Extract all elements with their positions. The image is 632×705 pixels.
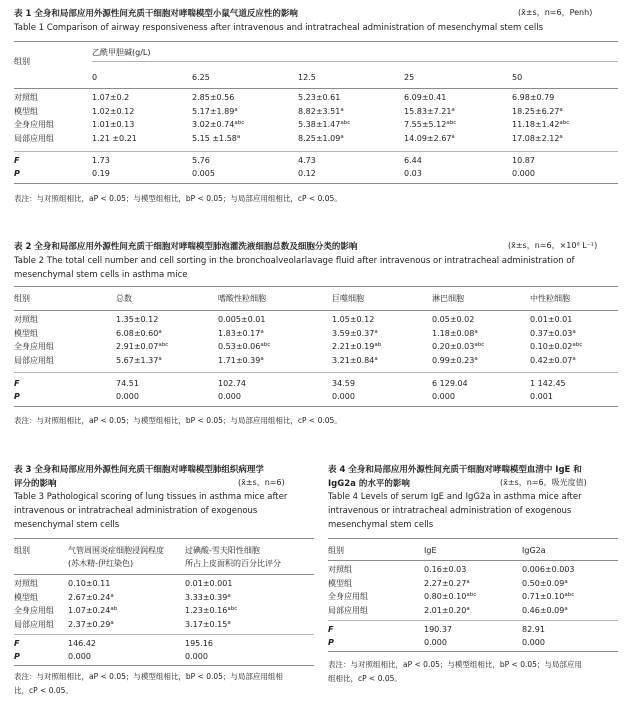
- significance-mark: ab: [374, 342, 382, 348]
- p-value: 0.000: [68, 652, 91, 661]
- cell-value: 5.23±0.61: [298, 93, 341, 102]
- significance-mark: abc: [572, 342, 583, 348]
- cell-value: 3.17±0.15: [185, 619, 228, 629]
- significance-mark: abc: [564, 592, 575, 598]
- data-cell: [332, 341, 381, 352]
- significance-mark: a: [374, 355, 378, 362]
- table-1-col-header: 12.5: [298, 73, 316, 82]
- significance-mark: abc: [340, 120, 351, 126]
- significance-mark: a: [559, 106, 563, 113]
- table-2-title-cn: 表 2 全身和局部应用外源性间充质干细胞对哮喘模型肺泡灌洗液细胞总数及细胞分类的影响: [14, 242, 358, 252]
- table-3-p-label: P: [14, 652, 20, 661]
- cell-value: 2.37±0.29: [68, 619, 111, 629]
- table-4-title-en-line2: intravenous or intratracheal administration of exogenous: [328, 506, 572, 516]
- cell-value: 0.80±0.10: [424, 592, 467, 601]
- significance-mark: a: [227, 619, 231, 626]
- f-value: 6 129.04: [432, 379, 468, 388]
- cell-value: 0.01±0.01: [530, 315, 573, 324]
- significance-mark: abc: [466, 592, 477, 598]
- cell-value: 3.33±0.39: [185, 592, 228, 602]
- data-cell: [92, 92, 129, 103]
- table-4-f-label: F: [328, 625, 334, 634]
- data-cell: [424, 605, 470, 616]
- table-1-title-en: Table 1 Comparison of airway responsiveness after intravenous and intratracheal administration of mesenchymal stem cells: [14, 23, 544, 33]
- data-cell: [68, 619, 114, 630]
- data-cell: [522, 605, 568, 616]
- table-1-bottom-rule: [14, 183, 618, 184]
- table-3-col1-header-line1: 气管周围炎症细胞浸润程度: [68, 546, 164, 555]
- data-cell: [512, 92, 554, 103]
- row-label: 全身应用组: [14, 120, 54, 129]
- cell-value: 1.07±0.2: [92, 93, 130, 102]
- table-4-top-rule: [328, 538, 618, 539]
- table-1-header-group: 组别: [14, 57, 30, 66]
- p-value: 0.000: [218, 392, 241, 401]
- col-header: 中性粒细胞: [530, 294, 570, 303]
- p-value: 0.19: [92, 169, 110, 178]
- cell-value: 6.98±0.79: [512, 93, 555, 102]
- col-header: 淋巴细胞: [432, 294, 464, 303]
- significance-mark: a: [451, 106, 455, 113]
- cell-value: 18.25±6.27: [512, 106, 560, 116]
- data-cell: [404, 92, 446, 103]
- table-2-title-en-line1: Table 2 The total cell number and cell sorting in the bronchoalveolarlavage fluid after intravenous or intratracheal administration of: [14, 256, 575, 266]
- significance-mark: a: [564, 578, 568, 585]
- table-4-note-text: 表注：与对照组相比，aP < 0.05；与模型组相比，bP < 0.05；与局部应用: [328, 660, 582, 669]
- cell-value: 5.38±1.47: [298, 120, 341, 129]
- data-cell: [92, 106, 134, 117]
- table-3-stat-rule: [14, 634, 314, 635]
- p-value: 0.000: [424, 638, 447, 647]
- col-header: 巨噬细胞: [332, 294, 364, 303]
- significance-mark: abc: [260, 342, 271, 348]
- cell-value: 11.18±1.42: [512, 120, 560, 129]
- table-4-note-line1: [328, 659, 582, 670]
- data-cell: [512, 133, 563, 144]
- col-header: IgE: [424, 546, 437, 555]
- cell-value: 0.71±0.10: [522, 592, 565, 601]
- cell-value: 0.53±0.06: [218, 342, 261, 351]
- table-1-col-header: 25: [404, 73, 415, 82]
- cell-value: 3.59±0.37: [332, 328, 375, 338]
- data-cell: [424, 578, 470, 589]
- significance-mark: a: [572, 328, 576, 335]
- table-3-title-en-line2: intravenous or intratracheal administration of exogenous: [14, 506, 258, 516]
- data-cell: [512, 106, 563, 117]
- p-value: 0.12: [298, 169, 316, 178]
- significance-mark: a: [110, 592, 114, 599]
- table-1-col-header: 0: [92, 73, 98, 82]
- data-cell: [424, 564, 466, 575]
- p-value: 0.000: [512, 169, 535, 178]
- cell-value: 6.09±0.41: [404, 93, 447, 102]
- f-value: 195.16: [185, 639, 213, 648]
- table-3-title-en-line3: mesenchymal stem cells: [14, 520, 120, 530]
- data-cell: [432, 341, 484, 352]
- data-cell: [522, 591, 574, 602]
- p-value: 0.000: [332, 392, 355, 401]
- table-3-header-group: 组别: [14, 546, 30, 555]
- f-value: 82.91: [522, 625, 545, 634]
- table-3-title-cn-line2: 评分的影响: [14, 479, 57, 489]
- table-1-col-header: 50: [512, 73, 523, 82]
- table-3-top-rule: [14, 538, 314, 539]
- cell-value: 8.82±3.51: [298, 106, 341, 116]
- significance-mark: a: [559, 133, 563, 140]
- table-2-note-text: 表注：与对照组相比，aP < 0.05；与模型组相比，bP < 0.05；与局部应用组相比，cP < 0.05。: [14, 416, 342, 425]
- significance-mark: a: [260, 355, 264, 362]
- cell-value: 0.10±0.11: [68, 579, 111, 588]
- row-label: 对照组: [14, 93, 38, 102]
- table-2-title-en-line2: mesenchymal stem cells in asthma mice: [14, 270, 188, 280]
- data-cell: [298, 106, 344, 117]
- table-4-stat-rule: [328, 620, 618, 621]
- cell-value: 2.91±0.07: [116, 342, 159, 351]
- row-label: 模型组: [328, 578, 352, 588]
- cell-value: 1.35±0.12: [116, 315, 159, 324]
- cell-value: 5.67±1.37: [116, 355, 159, 365]
- cell-value: 3.21±0.84: [332, 355, 375, 365]
- data-cell: [92, 119, 134, 130]
- data-cell: [522, 564, 575, 575]
- data-cell: [530, 328, 576, 339]
- data-cell: [92, 133, 137, 144]
- data-cell: [432, 328, 478, 339]
- col-header: 嗜酸性粒细胞: [218, 294, 266, 303]
- table-1-top-rule: [14, 41, 618, 42]
- data-cell: [404, 106, 455, 117]
- row-label: 模型组: [14, 592, 38, 602]
- cell-value: 7.55±5.12: [404, 120, 447, 129]
- table-2-bottom-rule: [14, 406, 618, 407]
- table-3-note-text: 比，cP < 0.05。: [14, 686, 73, 695]
- cell-value: 0.42±0.07: [530, 355, 573, 365]
- data-cell: [68, 578, 110, 589]
- data-cell: [68, 605, 117, 616]
- data-cell: [424, 591, 476, 602]
- table-3-col1-header-line2: (苏木精-伊红染色): [68, 559, 134, 568]
- cell-value: 1.05±0.12: [332, 315, 375, 324]
- f-value: 6.44: [404, 156, 422, 165]
- significance-mark: a: [158, 355, 162, 362]
- row-label: 对照组: [328, 565, 352, 574]
- data-cell: [522, 578, 568, 589]
- significance-mark: a: [374, 328, 378, 335]
- data-cell: [298, 133, 344, 144]
- table-3-title-cn-line1: 表 3 全身和局部应用外源性间充质干细胞对哮喘模型肺组织病理学: [14, 465, 264, 475]
- cell-value: 1.23±0.16: [185, 606, 228, 615]
- significance-mark: abc: [474, 342, 485, 348]
- cell-value: 0.05±0.02: [432, 315, 475, 324]
- cell-value: 1.18±0.08: [432, 328, 475, 338]
- table-1-note: [14, 193, 342, 204]
- f-value: 5.76: [192, 156, 210, 165]
- significance-mark: a: [451, 133, 455, 140]
- data-cell: [116, 328, 162, 339]
- significance-mark: a: [227, 592, 231, 599]
- significance-mark: a: [564, 605, 568, 612]
- col-header: 组别: [14, 294, 30, 303]
- significance-mark: a: [110, 619, 114, 626]
- cell-value: 2.27±0.27: [424, 578, 467, 588]
- col-header: IgG2a: [522, 546, 546, 555]
- data-cell: [192, 133, 240, 144]
- row-label: 局部应用组: [14, 619, 54, 629]
- significance-mark: a: [474, 328, 478, 335]
- row-label: 全身应用组: [14, 606, 54, 615]
- table-3-note-line1: [14, 671, 283, 682]
- significance-mark: ab: [110, 606, 118, 612]
- p-value: 0.001: [530, 392, 553, 401]
- table-4-bottom-rule: [328, 651, 618, 652]
- data-cell: [192, 106, 238, 117]
- table-1-header-span: 乙酰甲胆碱(g/L): [92, 48, 151, 57]
- data-cell: [192, 92, 234, 103]
- cell-value: 1.07±0.24: [68, 606, 111, 615]
- table-4-note-line2: [328, 673, 402, 684]
- data-cell: [218, 341, 270, 352]
- significance-mark: a: [158, 328, 162, 335]
- table-1-p-label: P: [14, 169, 20, 178]
- data-cell: [68, 592, 114, 603]
- cell-value: 0.37±0.03: [530, 328, 573, 338]
- significance-mark: a: [234, 106, 238, 113]
- cell-value: 6.08±0.60: [116, 328, 159, 338]
- table-2-stat-rule: [14, 372, 618, 373]
- p-value: 0.000: [185, 652, 208, 661]
- cell-value: 0.005±0.01: [218, 315, 266, 324]
- cell-value: 17.08±2.12: [512, 133, 560, 143]
- data-cell: [116, 355, 162, 366]
- table-2-note: [14, 415, 342, 426]
- table-2-p-label: P: [14, 392, 20, 401]
- data-cell: [185, 578, 232, 589]
- table-2-top-rule: [14, 286, 618, 287]
- table-3-col2-header-line1: 过碘酸-雪夫阳性细胞: [185, 546, 260, 555]
- table-4-title-cn-line1: 表 4 全身和局部应用外源性间充质干细胞对哮喘模型血清中 IgE 和: [328, 465, 582, 475]
- table-1-stat-rule: [14, 151, 618, 152]
- table-3-title-en-line1: Table 3 Pathological scoring of lung tissues in asthma mice after: [14, 492, 288, 502]
- significance-mark: a: [340, 106, 344, 113]
- p-value: 0.000: [116, 392, 139, 401]
- data-cell: [332, 328, 378, 339]
- f-value: 10.87: [512, 156, 535, 165]
- cell-value: 0.20±0.03: [432, 342, 475, 351]
- cell-value: 0.01±0.001: [185, 579, 233, 588]
- data-cell: [530, 341, 582, 352]
- data-cell: [530, 314, 572, 325]
- cell-value: 1.21 ±0.21: [92, 133, 137, 143]
- significance-mark: a: [474, 355, 478, 362]
- table-4-title-en-line3: mesenchymal stem cells: [328, 520, 434, 530]
- col-header: 组别: [328, 546, 344, 555]
- table-3-note-line2: [14, 685, 73, 696]
- significance-mark: a: [340, 133, 344, 140]
- table-1-f-label: F: [14, 156, 20, 165]
- f-value: 4.73: [298, 156, 316, 165]
- table-1-note-text: 表注：与对照组相比，aP < 0.05；与模型组相比，bP < 0.05；与局部应用组相比，cP < 0.05。: [14, 194, 342, 203]
- cell-value: 3.02±0.74: [192, 120, 235, 129]
- data-cell: [185, 592, 231, 603]
- significance-mark: a: [236, 133, 241, 140]
- significance-mark: a: [260, 328, 264, 335]
- cell-value: 5.17±1.89: [192, 106, 235, 116]
- p-value: 0.005: [192, 169, 215, 178]
- table-2-meta: (x̄±s，n=6，×10⁸ L⁻¹): [508, 241, 598, 250]
- table-2-f-label: F: [14, 379, 20, 388]
- table-4-meta: (x̄±s，n=6，吸光度值): [500, 478, 587, 487]
- significance-mark: a: [466, 605, 470, 612]
- table-4-title-en-line1: Table 4 Levels of serum IgE and IgG2a in asthma mice after: [328, 492, 582, 502]
- cell-value: 14.09±2.67: [404, 133, 452, 143]
- data-cell: [192, 119, 244, 130]
- row-label: 模型组: [14, 328, 38, 338]
- cell-value: 2.01±0.20: [424, 605, 467, 615]
- cell-value: 15.83±7.21: [404, 106, 452, 116]
- row-label: 局部应用组: [328, 605, 368, 615]
- table-1-title-cn: 表 1 全身和局部应用外源性间充质干细胞对哮喘模型小鼠气道反应性的影响: [14, 9, 298, 19]
- p-value: 0.000: [522, 638, 545, 647]
- data-cell: [218, 355, 264, 366]
- table-4-note-text: 组相比，cP < 0.05。: [328, 674, 402, 683]
- cell-value: 0.006±0.003: [522, 565, 575, 574]
- col-header: 总数: [116, 294, 132, 303]
- significance-mark: abc: [446, 120, 457, 126]
- p-value: 0.000: [432, 392, 455, 401]
- cell-value: 2.67±0.24: [68, 592, 111, 602]
- row-label: 对照组: [14, 579, 38, 588]
- significance-mark: a: [572, 355, 576, 362]
- data-cell: [218, 314, 265, 325]
- cell-value: 1.01±0.13: [92, 120, 135, 129]
- f-value: 74.51: [116, 379, 139, 388]
- cell-value: 0.50±0.09: [522, 578, 565, 588]
- data-cell: [432, 314, 474, 325]
- significance-mark: abc: [158, 342, 169, 348]
- data-cell: [116, 314, 158, 325]
- f-value: 190.37: [424, 625, 452, 634]
- significance-mark: a: [466, 578, 470, 585]
- cell-value: 0.16±0.03: [424, 565, 467, 574]
- data-cell: [530, 355, 576, 366]
- data-cell: [185, 619, 231, 630]
- data-cell: [298, 92, 340, 103]
- cell-value: 5.15 ±1.58: [192, 133, 237, 143]
- cell-value: 1.71±0.39: [218, 355, 261, 365]
- table-3-note-text: 表注：与对照组相比，aP < 0.05；与模型组相比，bP < 0.05；与局部应用组相: [14, 672, 283, 681]
- table-3-meta: (x̄±s，n=6): [238, 478, 285, 487]
- row-label: 局部应用组: [14, 355, 54, 365]
- data-cell: [218, 328, 264, 339]
- cell-value: 1.83±0.17: [218, 328, 261, 338]
- table-1-meta: (x̄±s，n=6，Penh): [518, 8, 593, 17]
- data-cell: [298, 119, 350, 130]
- table-4-header-rule: [328, 560, 618, 561]
- cell-value: 2.85±0.56: [192, 93, 235, 102]
- table-3-header-rule: [14, 574, 314, 575]
- cell-value: 8.25±1.09: [298, 133, 341, 143]
- cell-value: 0.99±0.23: [432, 355, 475, 365]
- table-3-bottom-rule: [14, 665, 314, 666]
- f-value: 34.59: [332, 379, 355, 388]
- cell-value: 2.21±0.19: [332, 342, 375, 351]
- significance-mark: abc: [227, 606, 238, 612]
- table-2-header-rule: [14, 310, 618, 311]
- table-1-col-header: 6.25: [192, 73, 210, 82]
- table-1-header-rule: [14, 88, 618, 89]
- row-label: 对照组: [14, 315, 38, 324]
- row-label: 全身应用组: [328, 592, 368, 601]
- row-label: 局部应用组: [14, 133, 54, 143]
- row-label: 全身应用组: [14, 342, 54, 351]
- p-value: 0.03: [404, 169, 422, 178]
- significance-mark: abc: [559, 120, 570, 126]
- data-cell: [404, 119, 456, 130]
- table-4-p-label: P: [328, 638, 334, 647]
- f-value: 1 142.45: [530, 379, 566, 388]
- data-cell: [512, 119, 569, 130]
- cell-value: 1.02±0.12: [92, 106, 135, 116]
- cell-value: 0.10±0.02: [530, 342, 573, 351]
- f-value: 146.42: [68, 639, 96, 648]
- data-cell: [116, 341, 168, 352]
- table-4-title-cn-line2: IgG2a 的水平的影响: [328, 479, 410, 489]
- table-3-f-label: F: [14, 639, 20, 648]
- row-label: 模型组: [14, 106, 38, 116]
- significance-mark: abc: [234, 120, 245, 126]
- data-cell: [404, 133, 455, 144]
- data-cell: [432, 355, 478, 366]
- f-value: 102.74: [218, 379, 246, 388]
- data-cell: [185, 605, 237, 616]
- table-3-col2-header-line2: 所占上皮面积的百分比评分: [185, 559, 281, 568]
- data-cell: [332, 355, 378, 366]
- f-value: 1.73: [92, 156, 110, 165]
- cell-value: 0.46±0.09: [522, 605, 565, 615]
- table-1-span-rule: [92, 61, 618, 62]
- data-cell: [332, 314, 374, 325]
